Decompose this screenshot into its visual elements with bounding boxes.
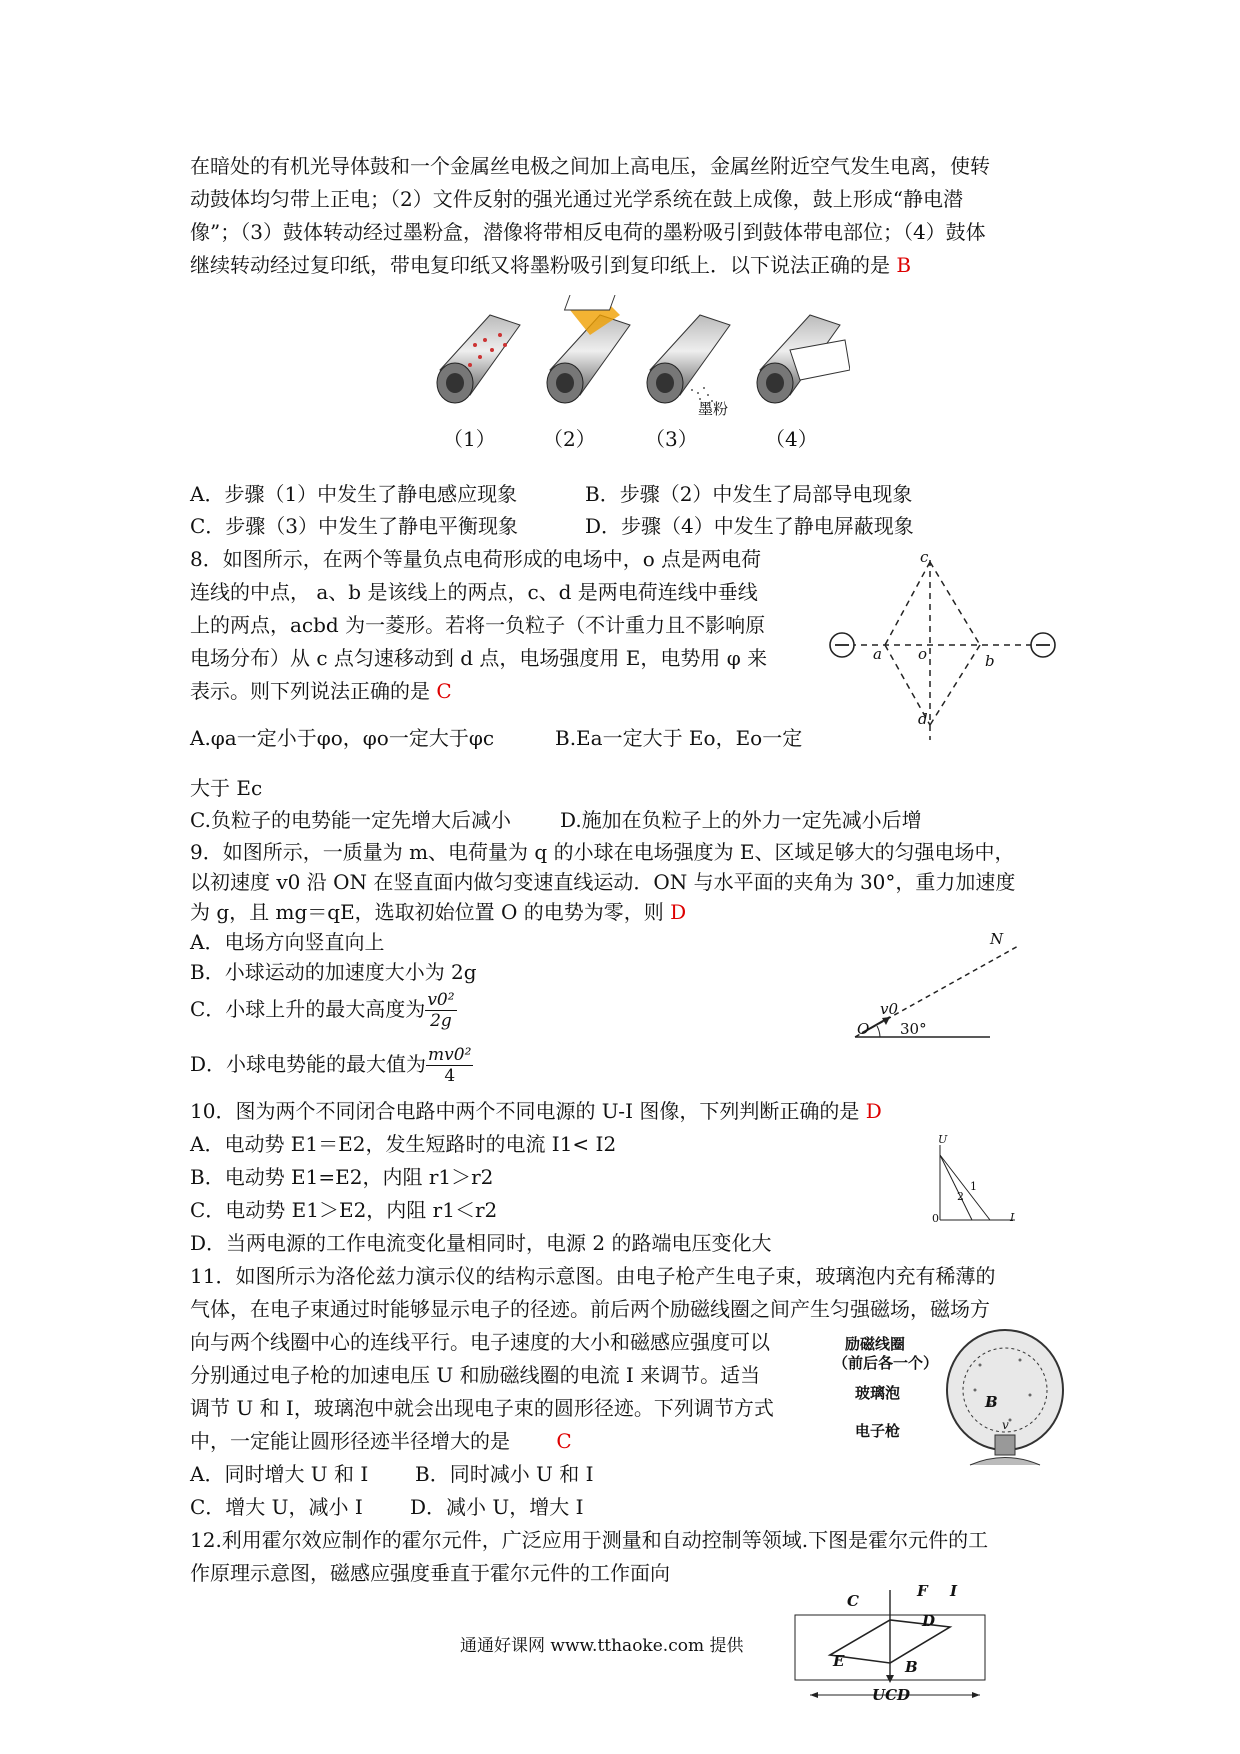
q9-line2: 以初速度 v0 沿 ON 在竖直面内做匀变速直线运动．ON 与水平面的夹角为 30°，重力加速度 bbox=[190, 870, 1016, 894]
q8-line4: 电场分布）从 c 点匀速移动到 d 点，电场强度用 E，电势用 φ 来 bbox=[190, 646, 768, 670]
q7-option-c: C．步骤（3）中发生了静电平衡现象 bbox=[190, 514, 519, 538]
q10-answer: D bbox=[865, 1099, 882, 1123]
q9-label-n: N bbox=[990, 930, 1004, 948]
q11-label-coil: 励磁线圈 bbox=[845, 1335, 906, 1353]
q8-option-d: D.施加在负粒子上的外力一定先减小后增 bbox=[560, 808, 922, 832]
q9-option-c-fraction bbox=[425, 990, 456, 1031]
q11-label-b: B bbox=[985, 1393, 998, 1411]
q11-answer: C bbox=[556, 1429, 572, 1453]
q12-label-i: I bbox=[950, 1582, 958, 1600]
q11-option-a: A．同时增大 U 和 I bbox=[190, 1462, 369, 1486]
lorentz-apparatus-figure bbox=[940, 1325, 1070, 1475]
q7-line2: 动鼓体均匀带上正电；（2）文件反射的强光通过光学系统在鼓上成像，鼓上形成“静电潜 bbox=[190, 187, 963, 211]
q9-d-denominator: 4 bbox=[444, 1066, 456, 1086]
q11-line2: 气体，在电子束通过时能够显示电子的径迹。前后两个励磁线圈之间产生匀强磁场，磁场方 bbox=[190, 1297, 990, 1321]
q11-line3: 向与两个线圈中心的连线平行。电子速度的大小和磁感应强度可以 bbox=[190, 1330, 770, 1354]
q8-option-b: B.Ea一定大于 Eo，Eo一定 bbox=[555, 726, 803, 750]
q9-c-denominator: 2g bbox=[430, 1011, 452, 1031]
q9-label-v0: v0 bbox=[880, 1000, 899, 1018]
q7-line1: 在暗处的有机光导体鼓和一个金属丝电极之间加上高电压，金属丝附近空气发生电离，使转 bbox=[190, 154, 990, 178]
q7-option-a: A．步骤（1）中发生了静电感应现象 bbox=[190, 482, 518, 506]
q9-line1: 9．如图所示，一质量为 m、电荷量为 q 的小球在电场强度为 E、区域足够大的匀强电场中， bbox=[190, 840, 1015, 864]
q10-label-one: 1 bbox=[970, 1180, 977, 1193]
q9-c-numerator: v0² bbox=[427, 990, 455, 1010]
q11-option-d: D．减小 U，增大 I bbox=[410, 1495, 584, 1519]
q12-label-f: F bbox=[917, 1582, 928, 1600]
q9-option-b: B．小球运动的加速度大小为 2g bbox=[190, 960, 477, 984]
fig-label-4: （4） bbox=[765, 427, 818, 451]
negative-charge-right-icon bbox=[1031, 633, 1055, 657]
q11-label-coil-note: （前后各一个） bbox=[833, 1354, 939, 1372]
q11-label-bulb: 玻璃泡 bbox=[855, 1384, 901, 1402]
q7-option-d: D．步骤（4）中发生了静电屏蔽现象 bbox=[585, 514, 914, 538]
fig-label-3: （3） bbox=[645, 427, 698, 451]
q8-line3: 上的两点，acbd 为一菱形。若将一负粒子（不计重力且不影响原 bbox=[190, 613, 766, 637]
hall-element-figure bbox=[790, 1585, 1000, 1700]
q8-line2: 连线的中点， a、b 是该线上的两点，c、d 是两电荷连线中垂线 bbox=[190, 580, 758, 604]
q11-line5: 调节 U 和 I，玻璃泡中就会出现电子束的圆形径迹。下列调节方式 bbox=[190, 1396, 774, 1420]
drum-2-icon bbox=[547, 295, 630, 403]
q11-line1: 11．如图所示为洛伦兹力演示仪的结构示意图。由电子枪产生电子束，玻璃泡内充有稀薄的 bbox=[190, 1264, 996, 1288]
q11-line6 bbox=[190, 1425, 572, 1457]
q10-line1 bbox=[190, 1095, 882, 1127]
q12-line2: 作原理示意图，磁感应强度垂直于霍尔元件的工作面向 bbox=[190, 1561, 670, 1585]
q8-line1: 8．如图所示，在两个等量负点电荷形成的电场中，o 点是两电荷 bbox=[190, 547, 762, 571]
q9-line3 bbox=[190, 896, 686, 928]
q10-label-u: U bbox=[938, 1133, 948, 1146]
q9-option-d-fraction bbox=[426, 1045, 473, 1086]
fig-label-1: （1） bbox=[443, 427, 496, 451]
q11-line4: 分别通过电子枪的加速电压 U 和励磁线圈的电流 I 来调节。适当 bbox=[190, 1363, 761, 1387]
q11-option-c: C．增大 U，减小 I bbox=[190, 1495, 363, 1519]
q10-option-c: C．电动势 E1＞E2，内阻 r1＜r2 bbox=[190, 1198, 498, 1222]
q9-option-c bbox=[190, 990, 457, 1031]
q7-line4 bbox=[190, 249, 911, 281]
q9-label-o: O bbox=[857, 1020, 870, 1038]
q8-option-a: A.φa一定小于φo，φo一定大于φc bbox=[190, 726, 495, 750]
q9-option-a: A．电场方向竖直向上 bbox=[190, 930, 385, 954]
q9-line3-text: 为 g，且 mg＝qE，选取初始位置 O 的电势为零，则 bbox=[190, 900, 664, 924]
q9-answer: D bbox=[670, 900, 687, 924]
q9-d-numerator: mv0² bbox=[428, 1045, 472, 1065]
incline-motion-figure bbox=[840, 935, 1040, 1045]
q9-option-d bbox=[190, 1045, 473, 1086]
q9-label-angle: 30° bbox=[900, 1020, 927, 1038]
q12-label-e: E bbox=[833, 1652, 845, 1670]
fig-label-2: （2） bbox=[543, 427, 596, 451]
q11-option-b: B．同时减小 U 和 I bbox=[415, 1462, 594, 1486]
q11-label-gun: 电子枪 bbox=[855, 1422, 901, 1440]
q12-label-d: D bbox=[922, 1612, 936, 1630]
rhombus-charges-figure bbox=[825, 550, 1060, 745]
q12-label-ucd: UCD bbox=[872, 1686, 911, 1704]
q10-label-two: 2 bbox=[957, 1190, 964, 1203]
q8-label-b: b bbox=[985, 652, 995, 670]
drum-1-icon bbox=[437, 315, 520, 403]
q7-answer: B bbox=[896, 253, 912, 277]
q8-label-c: c bbox=[920, 548, 929, 566]
q8-line5 bbox=[190, 675, 452, 707]
q8-label-d: d bbox=[918, 710, 928, 728]
q7-line3: 像”；（3）鼓体转动经过墨粉盒，潜像将带相反电荷的墨粉吸引到鼓体带电部位；（4）鼓体 bbox=[190, 220, 986, 244]
q11-line6-text: 中，一定能让圆形径迹半径增大的是 bbox=[190, 1429, 510, 1453]
toner-label: 墨粉 bbox=[698, 400, 729, 418]
q8-line5-text: 表示。则下列说法正确的是 bbox=[190, 679, 430, 703]
q8-option-c: C.负粒子的电势能一定先增大后减小 bbox=[190, 808, 511, 832]
q10-option-b: B．电动势 E1=E2，内阻 r1＞r2 bbox=[190, 1165, 494, 1189]
q8-option-b-cont: 大于 Ec bbox=[190, 776, 263, 800]
q12-line1: 12.利用霍尔效应制作的霍尔元件，广泛应用于测量和自动控制等领域.下图是霍尔元件的工 bbox=[190, 1528, 989, 1552]
q10-option-a: A．电动势 E1＝E2，发生短路时的电流 I1< I2 bbox=[190, 1132, 617, 1156]
negative-charge-left-icon bbox=[830, 633, 854, 657]
q10-label-zero: 0 bbox=[932, 1212, 939, 1225]
drum-4-icon bbox=[757, 315, 850, 403]
q9-option-d-text: D．小球电势能的最大值为 bbox=[190, 1052, 427, 1076]
q10-label-i: I bbox=[1010, 1211, 1015, 1224]
q8-label-a: a bbox=[873, 645, 882, 663]
q10-line1-text: 10．图为两个不同闭合电路中两个不同电源的 U-I 图像，下列判断正确的是 bbox=[190, 1099, 860, 1123]
q12-label-c: C bbox=[847, 1592, 859, 1610]
q8-answer: C bbox=[436, 679, 452, 703]
q10-option-d: D．当两电源的工作电流变化量相同时，电源 2 的路端电压变化大 bbox=[190, 1231, 772, 1255]
q7-line4-text: 继续转动经过复印纸，带电复印纸又将墨粉吸引到复印纸上．以下说法正确的是 bbox=[190, 253, 890, 277]
q8-label-o: o bbox=[918, 645, 928, 663]
drum-3-icon bbox=[647, 315, 730, 403]
q9-option-c-text: C．小球上升的最大高度为 bbox=[190, 997, 426, 1021]
q12-label-b: B bbox=[905, 1658, 918, 1676]
page-footer: 通通好课网 www.tthaoke.com 提供 bbox=[460, 1636, 744, 1656]
q11-label-v: v bbox=[1002, 1418, 1009, 1432]
photocopier-steps-figure bbox=[430, 295, 850, 425]
q7-option-b: B．步骤（2）中发生了局部导电现象 bbox=[585, 482, 913, 506]
